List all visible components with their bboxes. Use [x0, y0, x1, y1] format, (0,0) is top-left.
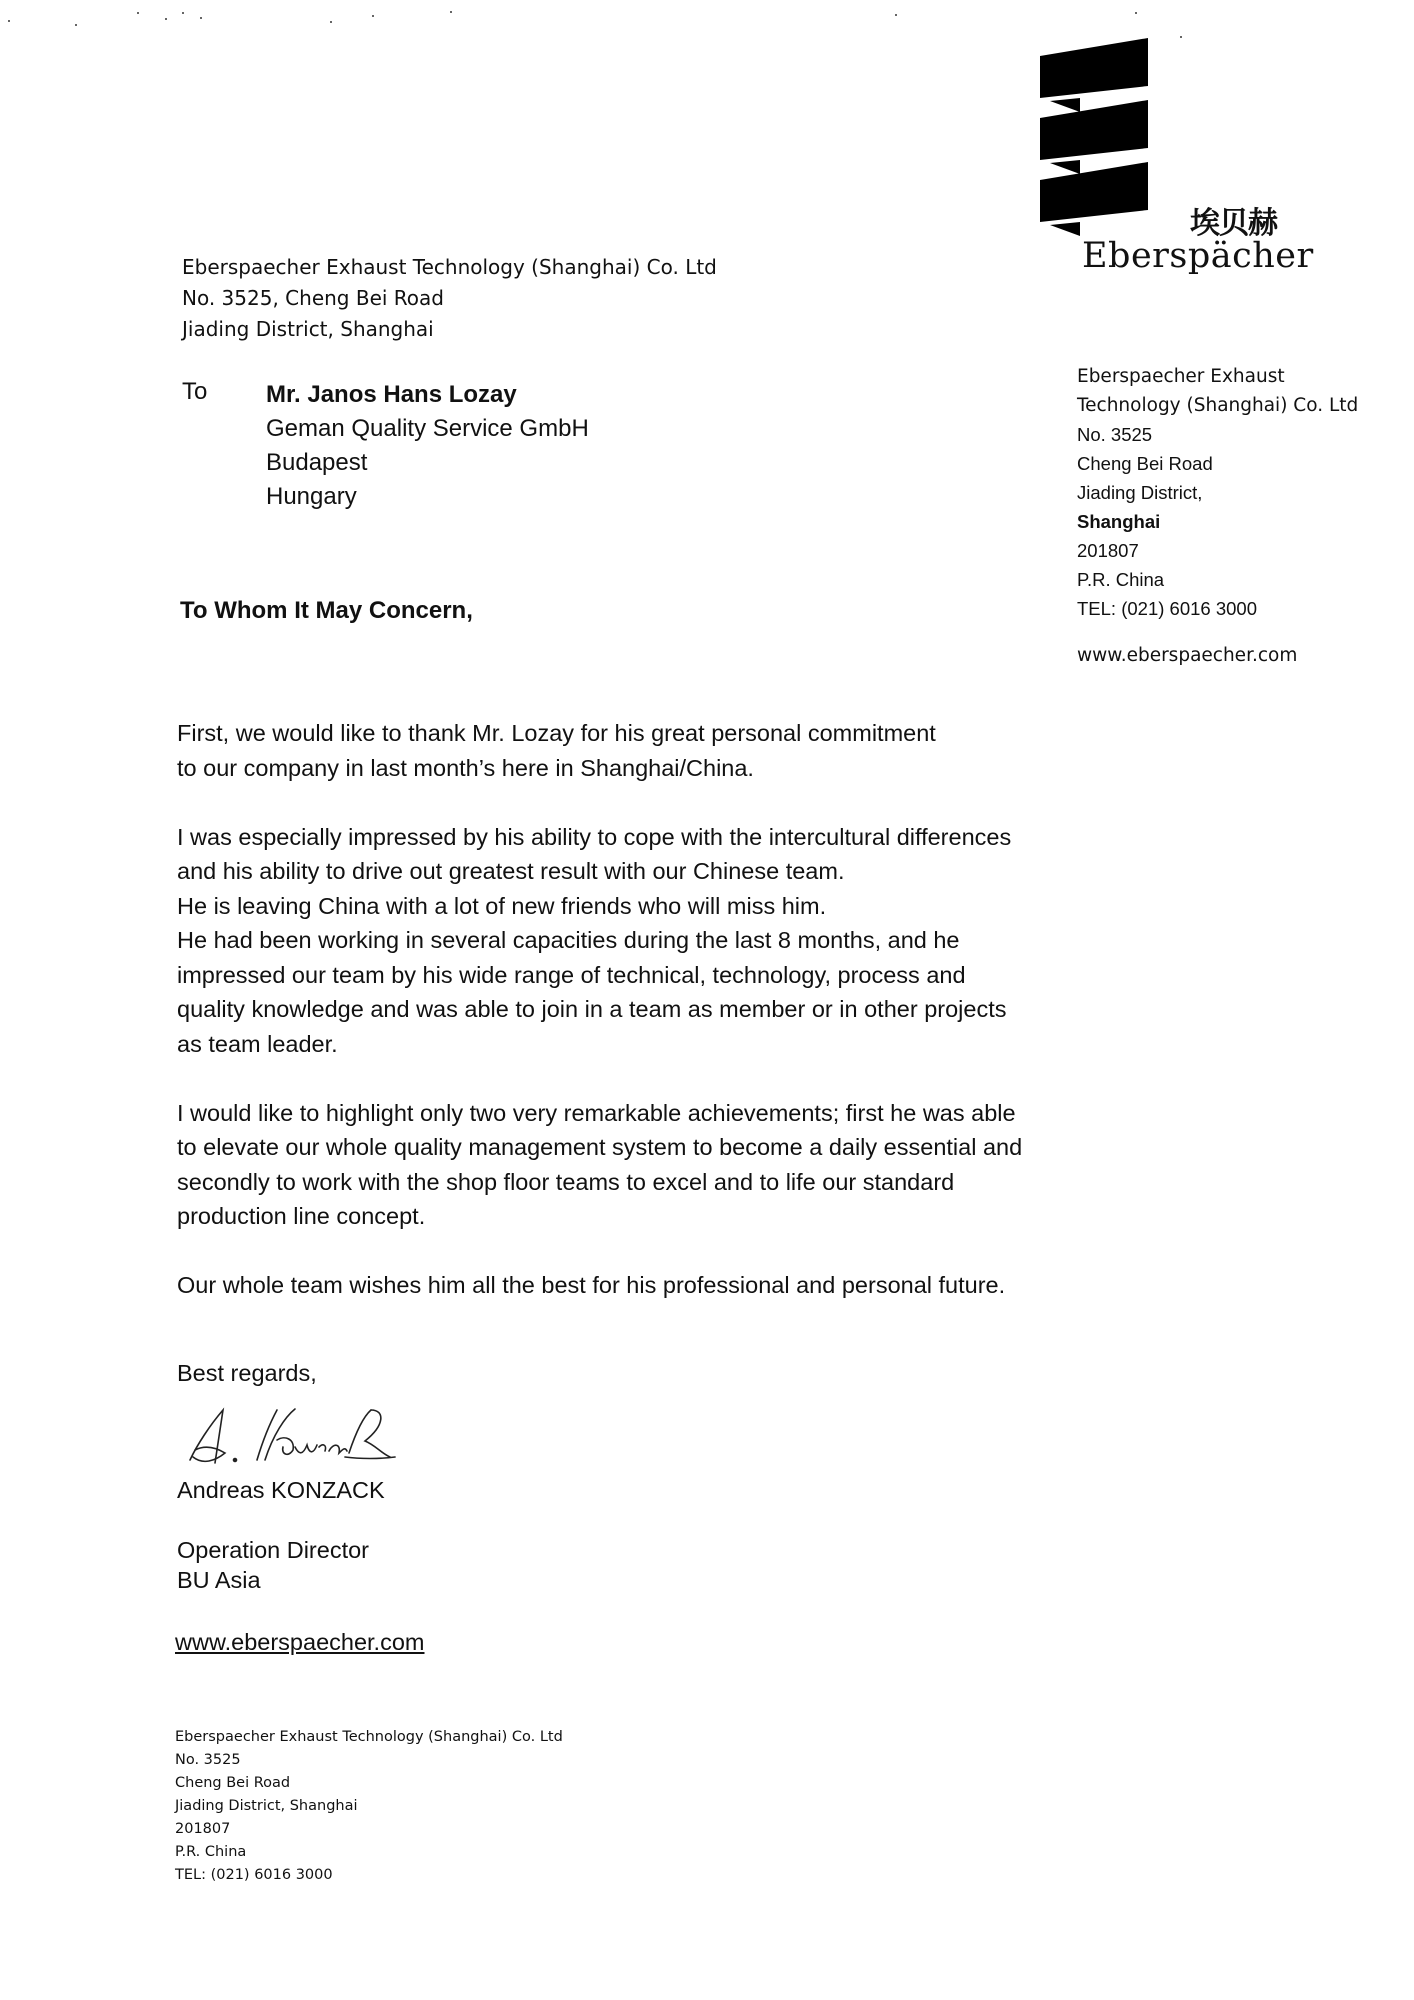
address-phone: TEL: (021) 6016 3000	[1077, 598, 1257, 619]
body-paragraph	[177, 716, 1127, 785]
scan-speck	[165, 18, 167, 20]
sender-line: No. 3525, Cheng Bei Road	[182, 286, 444, 310]
body-line: to our company in last month’s here in Shanghai/China.	[177, 754, 754, 781]
recipient-address	[266, 378, 589, 514]
eberspaecher-logo-icon	[1040, 38, 1160, 238]
body-paragraph	[177, 1268, 1127, 1303]
body-line: and his ability to drive out greatest result with our Chinese team.	[177, 858, 845, 884]
logo-wordmark: Eberspächer	[1082, 236, 1314, 276]
company-logo	[1040, 38, 1340, 283]
recipient-line: Budapest	[266, 449, 368, 476]
address-line: Jiading District,	[1077, 482, 1203, 503]
recipient-line: Hungary	[266, 483, 357, 510]
closing-regards: Best regards,	[177, 1360, 317, 1386]
address-line: Eberspaecher Exhaust	[1077, 366, 1285, 387]
footer-line: 201807	[175, 1821, 231, 1837]
sender-line: Jiading District, Shanghai	[182, 317, 434, 341]
recipient-name: Mr. Janos Hans Lozay	[266, 381, 517, 408]
body-line: I would like to highlight only two very remarkable achievements; first he was able	[177, 1099, 1016, 1126]
body-line: as team leader.	[177, 1030, 338, 1057]
website-link[interactable]: www.eberspaecher.com	[175, 1629, 425, 1655]
body-line: He had been working in several capacities during the last 8 months, and he	[177, 927, 960, 953]
body-line: production line concept.	[177, 1203, 426, 1229]
sender-address	[182, 252, 717, 345]
body-line: to elevate our whole quality management system to become a daily essential and	[177, 1134, 1023, 1160]
address-line: Technology (Shanghai) Co. Ltd	[1077, 395, 1359, 416]
footer-line: TEL: (021) 6016 3000	[175, 1867, 333, 1883]
logo-chinese-name: 埃贝赫	[1190, 206, 1277, 241]
signature-icon	[185, 1405, 400, 1475]
body-line: quality knowledge and was able to join in a team as member or in other projects	[177, 996, 1007, 1022]
footer-address	[175, 1726, 563, 1887]
body-line: impressed our team by his wide range of technical, technology, process and	[177, 961, 966, 988]
body-line: I was especially impressed by his ability to cope with the intercultural differences	[177, 823, 1012, 850]
signer-title-line: BU Asia	[177, 1567, 261, 1593]
scan-speck	[330, 21, 332, 23]
signer-title-line: Operation Director	[177, 1537, 369, 1563]
scan-speck	[137, 12, 139, 14]
address-line: Shanghai	[1077, 511, 1161, 532]
body-paragraph	[177, 820, 1127, 1062]
footer-line: Jiading District, Shanghai	[175, 1798, 358, 1814]
body-paragraph	[177, 1096, 1127, 1234]
footer-line: Eberspaecher Exhaust Technology (Shanghai) Co. Ltd	[175, 1729, 563, 1745]
company-address-sidebar	[1077, 362, 1358, 670]
address-line: P.R. China	[1077, 569, 1165, 590]
body-line: He is leaving China with a lot of new friends who will miss him.	[177, 892, 827, 919]
footer-line: Cheng Bei Road	[175, 1775, 291, 1791]
address-line: No. 3525	[1077, 424, 1153, 445]
body-line: First, we would like to thank Mr. Lozay for his great personal commitment	[177, 720, 936, 746]
scan-speck	[200, 17, 202, 19]
scan-speck	[182, 12, 184, 14]
body-line: Our whole team wishes him all the best for his professional and personal future.	[177, 1272, 1006, 1298]
body-line: secondly to work with the shop floor teams to excel and to life our standard	[177, 1168, 955, 1195]
recipient-line: Geman Quality Service GmbH	[266, 415, 589, 442]
letter-body	[177, 716, 1127, 1337]
salutation: To Whom It May Concern,	[180, 597, 473, 624]
to-label: To	[182, 378, 208, 405]
scan-speck	[450, 11, 452, 13]
address-line: Cheng Bei Road	[1077, 453, 1213, 474]
scan-speck	[372, 15, 374, 17]
scan-speck	[75, 24, 77, 26]
signer-title	[177, 1535, 369, 1595]
scan-speck	[8, 20, 10, 22]
scan-speck	[895, 14, 897, 16]
address-line: 201807	[1077, 540, 1139, 561]
scan-speck	[1135, 12, 1137, 14]
address-website[interactable]: www.eberspaecher.com	[1077, 645, 1298, 666]
footer-line: No. 3525	[175, 1752, 241, 1768]
sender-line: Eberspaecher Exhaust Technology (Shanghai) Co. Ltd	[182, 255, 717, 279]
footer-line: P.R. China	[175, 1844, 247, 1860]
signer-name: Andreas KONZACK	[177, 1477, 385, 1503]
